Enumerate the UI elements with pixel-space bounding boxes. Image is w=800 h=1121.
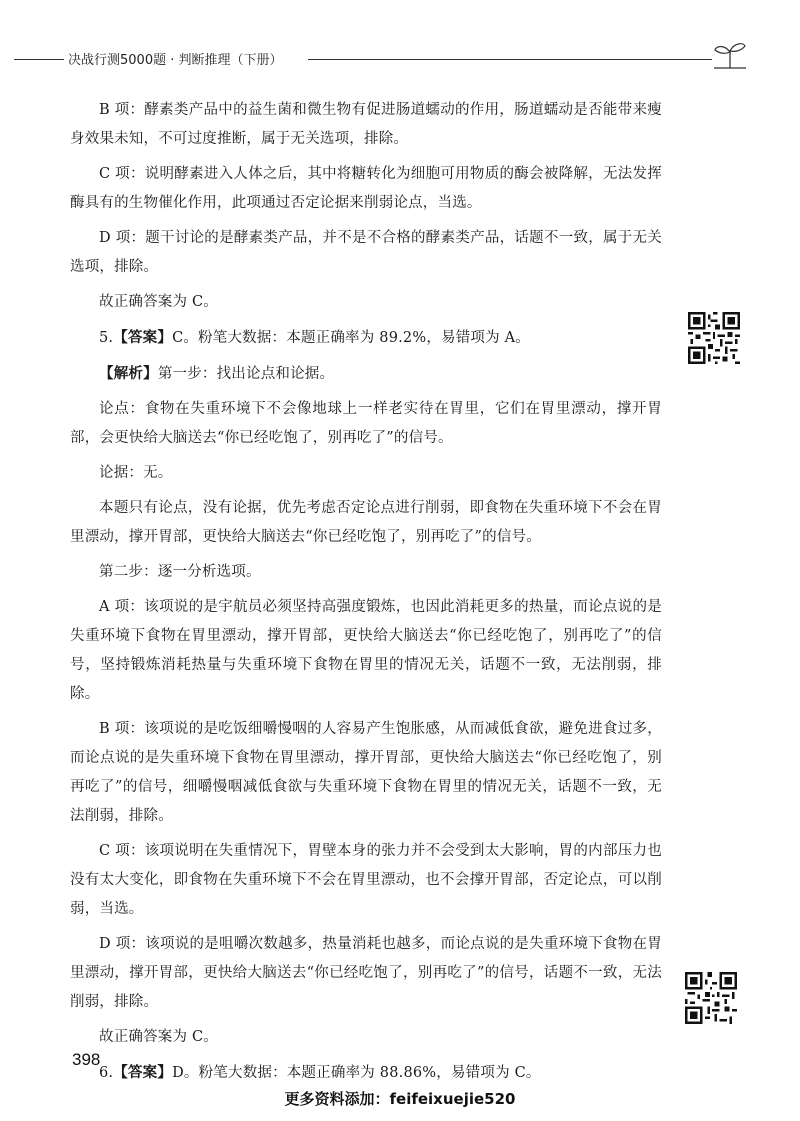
paragraph-conclusion-2 [70,1023,662,1052]
paragraph-text: A 项：该项说的是宇航员必须坚持高强度锻炼，也因此消耗更多的热量，而论点说的是失重环境下食物在胃里漂动，撑开胃部，更快给大脑送去“你已经吃饱了，别再吃了”的信号，坚持锻炼消耗热量与失重环境下食物在胃里的情况无关，话题不一致，无法削弱，排除。 [70,599,662,702]
analysis-tag: 【解析】 [99,365,158,382]
paragraph-text: 第一步：找出论点和论据。 [157,366,335,382]
qr-code-icon[interactable] [685,972,737,1024]
paragraph-text: 故正确答案为 C。 [99,1029,219,1045]
paragraph-strategy [70,494,662,552]
paragraph-text: 故正确答案为 C。 [99,294,219,310]
answer-tag: 【答案】 [113,329,173,346]
answer-tag: 【答案】 [113,1064,173,1081]
paragraph-text: C 项：该项说明在失重情况下，胃壁本身的张力并不会受到太大影响，胃的内部压力也没有太大变化，即食物在失重环境下不会在胃里漂动，也不会撑开胃部，否定论点，可以削弱，当选。 [70,843,662,917]
paragraph-option-a [70,593,662,709]
paragraph-option-b-2 [70,715,662,831]
paragraph-text: C。粉笔大数据：本题正确率为 89.2%，易错项为 A。 [172,330,531,346]
page-number: 398 [72,1050,101,1069]
paragraph-evidence [70,459,662,488]
question-number: 6. [99,1065,114,1081]
paragraph-text: D 项：题干讨论的是酵素类产品，并不是不合格的酵素类产品，话题不一致，属于无关选项，排除。 [70,230,662,275]
paragraph-option-d-2 [70,930,662,1017]
paragraph-option-c [70,160,662,218]
paragraph-text: 第二步：逐一分析选项。 [99,564,261,580]
paragraph-step-two [70,558,662,587]
paragraph-conclusion [70,288,662,317]
footer-note: 更多资料添加：feifeixuejie520 [284,1090,516,1108]
paragraph-option-b [70,96,662,154]
sprout-icon [712,40,748,70]
paragraph-text: D。粉笔大数据：本题正确率为 88.86%，易错项为 C。 [172,1065,541,1081]
paragraph-analysis [70,359,662,389]
page-header [0,44,800,74]
paragraph-text: C 项：说明酵素进入人体之后，其中将糖转化为细胞可用物质的酶会被降解，无法发挥酶具有的生物催化作用，此项通过否定论据来削弱论点，当选。 [70,166,662,211]
paragraph-text: B 项：酵素类产品中的益生菌和微生物有促进肠道蠕动的作用，肠道蠕动是否能带来瘦身效果未知，不可过度推断，属于无关选项，排除。 [70,102,662,147]
paragraph-argument [70,395,662,453]
question-number: 5. [99,330,114,346]
paragraph-text: 论点：食物在失重环境下不会像地球上一样老实待在胃里，它们在胃里漂动，撑开胃部，会更快给大脑送去“你已经吃饱了，别再吃了”的信号。 [70,401,662,446]
qr-code-icon[interactable] [688,312,740,364]
header-rule-left [14,59,64,60]
paragraph-text: 论据：无。 [99,465,173,481]
paragraph-text: D 项：该项说的是咀嚼次数越多，热量消耗也越多，而论点说的是失重环境下食物在胃里漂动，撑开胃部，更快给大脑送去“你已经吃饱了，别再吃了”的信号，话题不一致，无法削弱，排除。 [70,936,662,1010]
header-title: 决战行测5000题 · 判断推理（下册） [68,53,283,68]
paragraph-option-c-2 [70,837,662,924]
header-rule-right [308,59,712,60]
paragraph-answer-5 [70,323,662,353]
paragraph-option-d [70,224,662,282]
page-content [70,96,662,1094]
paragraph-text: B 项：该项说的是吃饭细嚼慢咽的人容易产生饱胀感，从而减低食欲，避免进食过多，而论点说的是失重环境下食物在胃里漂动，撑开胃部，更快给大脑送去“你已经吃饱了，别再吃了”的信号，细嚼慢咽减低食欲与失重环境下食物在胃里的情况无关，话题不一致，无法削弱，排除。 [70,721,662,824]
paragraph-answer-6 [70,1058,662,1088]
paragraph-text: 本题只有论点，没有论据，优先考虑否定论点进行削弱，即食物在失重环境下不会在胃里漂动，撑开胃部，更快给大脑送去“你已经吃饱了，别再吃了”的信号。 [70,500,662,545]
